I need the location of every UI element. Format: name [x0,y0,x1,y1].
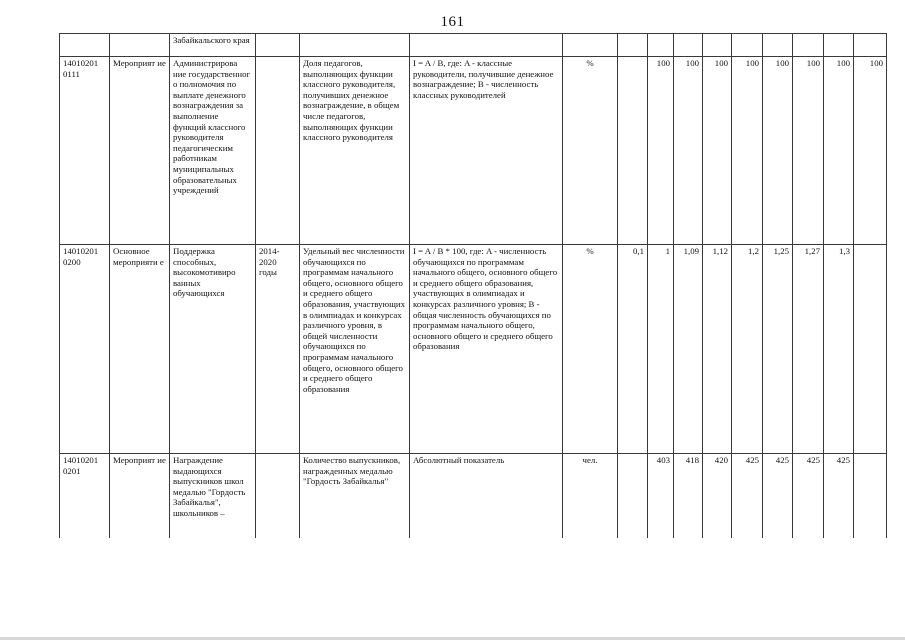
row-value: 100 [674,57,703,245]
row-value: 1,3 [824,245,854,454]
row-period: 2014- 2020 годы [256,245,300,454]
row-value [854,34,887,57]
row-code: 14010201 0201 [60,454,110,539]
row-value: 100 [648,57,674,245]
row-formula: I = A / B, где: A - классные руководители, получившие денежное вознаграждение; B - численность классных руководителей [410,57,563,245]
row-period [256,454,300,539]
row-value: 403 [648,454,674,539]
row-value [854,245,887,454]
row-indicator: Количество выпускников, награжденных медалью "Гордость Забайкалья" [300,454,410,539]
row-indicator: Доля педагогов, выполняющих функции классного руководителя, получивших денежное вознаграждение, в общем числе педагогов, выполняющих функции классного руководителя [300,57,410,245]
row-value [793,34,824,57]
row-value [854,454,887,539]
row-value: 425 [824,454,854,539]
table-row [60,454,887,539]
row-name: Поддержка способных, высокомотивиро ванных обучающихся [170,245,256,454]
row-type: Мероприят ие [110,57,170,245]
row-value [648,34,674,57]
row-indicator [300,34,410,57]
row-value [703,34,732,57]
row-code: 14010201 0200 [60,245,110,454]
row-value [618,57,648,245]
row-value: 425 [763,454,793,539]
row-value: 1,09 [674,245,703,454]
row-code: 14010201 0111 [60,57,110,245]
row-unit: % [563,57,618,245]
row-unit: чел. [563,454,618,539]
row-value: 418 [674,454,703,539]
row-value: 1,12 [703,245,732,454]
table-row [60,34,887,57]
row-value [618,34,648,57]
row-value [824,34,854,57]
row-unit [563,34,618,57]
row-unit: % [563,245,618,454]
row-name: Администрирова ние государственног о полномочия по выплате денежного вознаграждения за выполнение функций классного руководителя педагогическим работникам муниципальных образовательных учреждений [170,57,256,245]
table-row [60,245,887,454]
row-value: 1 [648,245,674,454]
row-name: Забайкальского края [170,34,256,57]
row-value: 1,25 [763,245,793,454]
row-period [256,34,300,57]
row-type: Основное мероприяти е [110,245,170,454]
row-value [618,454,648,539]
row-formula: I = A / B * 100, где: A - численность обучающихся по программам начального общего, основного общего и среднего общего образования, участвующих в олимпиадах и конкурсах различного уровня; B - общая численность обучающихся по программам начального общего, основного общего и среднего общего образования [410,245,563,454]
row-indicator: Удельный вес численности обучающихся по программам начального общего, основного общего и среднего общего образования, участвующих в олимпиадах и конкурсах различного уровня, в общей численности обучающихся по программам начального общего, основного общего и среднего общего образования [300,245,410,454]
row-value: 100 [793,57,824,245]
table-row [60,57,887,245]
page-number: 161 [440,14,465,30]
row-value [732,34,763,57]
program-table [59,33,887,538]
row-value [763,34,793,57]
row-value: 100 [824,57,854,245]
row-type: Мероприят ие [110,454,170,539]
row-value: 425 [793,454,824,539]
row-value: 100 [703,57,732,245]
row-value: 100 [854,57,887,245]
row-type [110,34,170,57]
row-formula: Абсолютный показатель [410,454,563,539]
row-value: 100 [763,57,793,245]
row-value: 425 [732,454,763,539]
row-value: 1,2 [732,245,763,454]
row-formula [410,34,563,57]
row-value [674,34,703,57]
row-name: Награждение выдающихся выпускников школ медалью "Гордость Забайкалья", школьников – [170,454,256,539]
row-value: 100 [732,57,763,245]
row-value: 420 [703,454,732,539]
row-value: 1,27 [793,245,824,454]
row-code [60,34,110,57]
row-period [256,57,300,245]
row-value: 0,1 [618,245,648,454]
